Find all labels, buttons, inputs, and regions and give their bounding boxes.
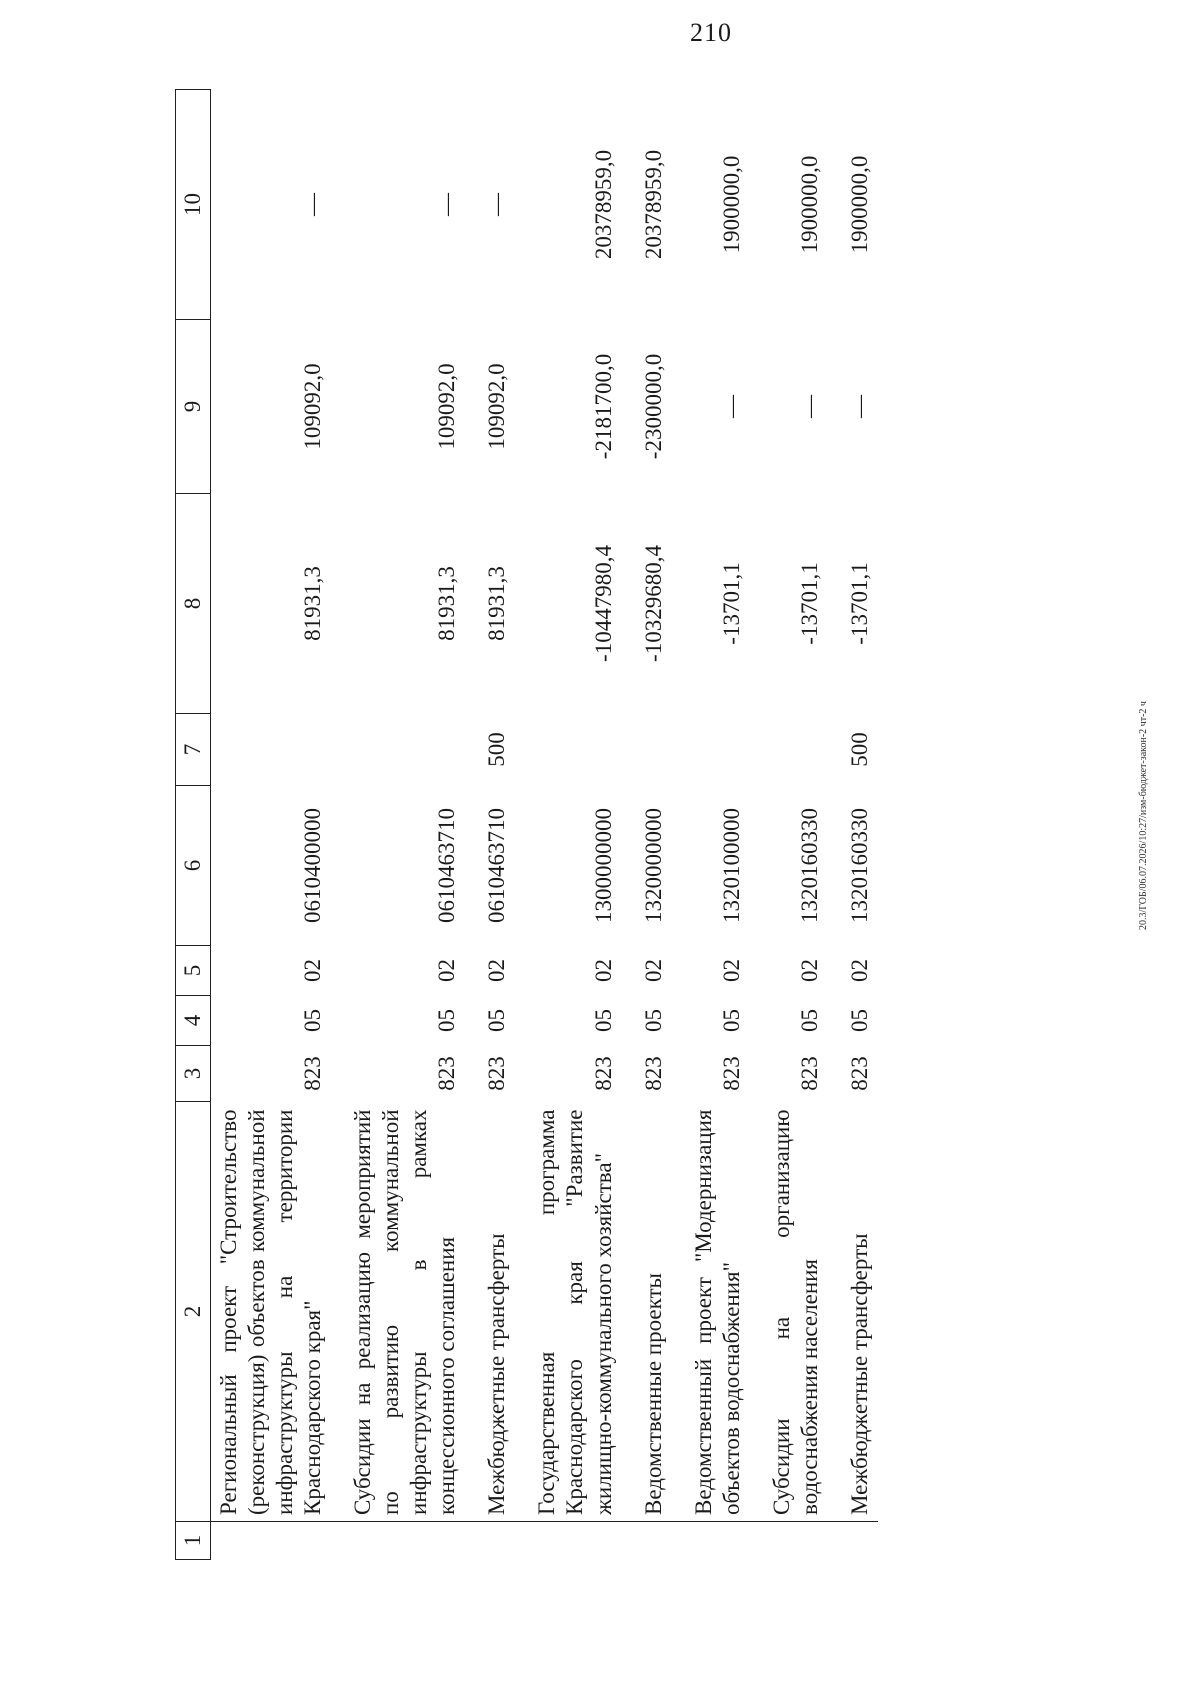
row-code-6: 0610400000 xyxy=(300,808,326,923)
column-header: 1 xyxy=(176,1522,211,1560)
table-row xyxy=(331,90,465,1560)
row-code-3: 823 xyxy=(846,1056,872,1091)
row-code-7 xyxy=(622,714,672,786)
row-index-cell xyxy=(750,1522,828,1560)
row-code-4: 05 xyxy=(846,1009,872,1032)
row-code-6: 1320100000 xyxy=(718,808,744,923)
table-row xyxy=(750,90,828,1560)
table-row xyxy=(211,90,332,1560)
row-value-9: 109092,0 xyxy=(484,363,510,450)
row-code-5: 02 xyxy=(718,959,744,982)
page-number: 210 xyxy=(690,18,732,47)
table-row xyxy=(672,90,750,1560)
table-header xyxy=(176,90,211,1560)
table-row xyxy=(828,90,878,1560)
row-value-8: 81931,3 xyxy=(300,566,326,641)
row-code-4: 05 xyxy=(718,1009,744,1032)
row-name: Межбюджетные трансферты xyxy=(484,1233,510,1515)
row-value-10: — xyxy=(434,193,460,216)
column-header: 8 xyxy=(176,494,211,714)
row-name: Межбюджетные трансферты xyxy=(846,1233,872,1515)
row-code-7 xyxy=(211,714,332,786)
row-code-4: 05 xyxy=(796,1009,822,1032)
row-value-8: -13701,1 xyxy=(718,562,744,645)
row-code-5: 02 xyxy=(434,959,460,982)
row-code-4: 05 xyxy=(640,1009,666,1032)
row-value-10: 1900000,0 xyxy=(718,155,744,254)
row-index-cell xyxy=(622,1522,672,1560)
row-value-10: — xyxy=(300,193,326,216)
column-header: 4 xyxy=(176,996,211,1046)
footer-note: 20.3/ГОБ/06.07.2026/10:27/изм-бюджет-закон-2 чт-2 ч xyxy=(1138,701,1149,930)
row-code-6: 1320160330 xyxy=(846,808,872,923)
row-code-3: 823 xyxy=(484,1056,510,1091)
row-code-3: 823 xyxy=(300,1056,326,1091)
row-name: Государственная программа Краснодарского края "Развитие жилищно-коммунального хозяйства" xyxy=(534,1109,616,1515)
row-code-7 xyxy=(672,714,750,786)
row-code-3: 823 xyxy=(796,1056,822,1091)
row-code-5: 02 xyxy=(590,959,616,982)
row-value-10: — xyxy=(484,193,510,216)
row-code-7: 500 xyxy=(484,732,510,767)
row-value-10: 1900000,0 xyxy=(796,155,822,254)
row-value-10: 20378959,0 xyxy=(640,149,666,260)
row-code-6: 1300000000 xyxy=(590,808,616,923)
row-name: Ведомственный проект "Модернизация объектов водоснабжения" xyxy=(690,1109,744,1515)
row-name: Субсидии на организацию водоснабжения населения xyxy=(768,1109,822,1515)
column-header: 2 xyxy=(176,1102,211,1522)
row-code-7 xyxy=(515,714,621,786)
row-code-3: 823 xyxy=(640,1056,666,1091)
row-code-4: 05 xyxy=(590,1009,616,1032)
row-code-6: 1320160330 xyxy=(796,808,822,923)
column-header: 9 xyxy=(176,320,211,494)
row-name: Региональный проект "Строительство (реконструкция) объектов коммунальной инфраструктуры на территории Краснодарского края" xyxy=(216,1109,326,1515)
row-value-9: 109092,0 xyxy=(434,363,460,450)
row-index-cell xyxy=(211,1522,332,1560)
row-code-6: 1320000000 xyxy=(640,808,666,923)
row-index-cell xyxy=(515,1522,621,1560)
row-index-cell xyxy=(331,1522,465,1560)
row-value-9: — xyxy=(796,395,822,418)
row-value-9: -2181700,0 xyxy=(590,353,616,460)
row-index-cell xyxy=(465,1522,515,1560)
row-value-8: 81931,3 xyxy=(434,566,460,641)
row-code-5: 02 xyxy=(846,959,872,982)
row-value-8: -13701,1 xyxy=(796,562,822,645)
row-value-9: — xyxy=(846,395,872,418)
row-code-3: 823 xyxy=(718,1056,744,1091)
row-code-5: 02 xyxy=(300,959,326,982)
row-index-cell xyxy=(828,1522,878,1560)
row-code-4: 05 xyxy=(434,1009,460,1032)
column-header: 3 xyxy=(176,1046,211,1102)
row-value-9: -2300000,0 xyxy=(640,353,666,460)
row-code-4: 05 xyxy=(300,1009,326,1032)
row-code-7 xyxy=(750,714,828,786)
row-code-7 xyxy=(331,714,465,786)
column-header: 5 xyxy=(176,946,211,996)
table-body xyxy=(211,90,878,1560)
row-code-5: 02 xyxy=(484,959,510,982)
table-row xyxy=(465,90,515,1560)
row-value-10: 1900000,0 xyxy=(846,155,872,254)
row-value-10: 20378959,0 xyxy=(590,149,616,260)
row-index-cell xyxy=(672,1522,750,1560)
row-code-5: 02 xyxy=(796,959,822,982)
row-code-6: 0610463710 xyxy=(484,808,510,923)
row-code-3: 823 xyxy=(434,1056,460,1091)
row-value-8: -10329680,4 xyxy=(640,545,666,662)
row-code-5: 02 xyxy=(640,959,666,982)
row-name: Ведомственные проекты xyxy=(640,1273,666,1515)
row-code-4: 05 xyxy=(484,1009,510,1032)
column-header: 10 xyxy=(176,90,211,320)
budget-table xyxy=(175,89,878,1560)
column-header: 7 xyxy=(176,714,211,786)
table-row xyxy=(515,90,621,1560)
table-row xyxy=(622,90,672,1560)
row-name: Субсидии на реализацию мероприятий по развитию коммунальной инфраструктуры в рамках концессионного соглашения xyxy=(350,1109,460,1515)
row-value-9: 109092,0 xyxy=(300,363,326,450)
row-value-8: -13701,1 xyxy=(846,562,872,645)
row-value-8: -10447980,4 xyxy=(590,545,616,662)
budget-table-rotated xyxy=(175,90,1095,1560)
row-value-9: — xyxy=(718,395,744,418)
column-header: 6 xyxy=(176,786,211,946)
row-code-3: 823 xyxy=(590,1056,616,1091)
row-code-7: 500 xyxy=(846,732,872,767)
row-code-6: 0610463710 xyxy=(434,808,460,923)
row-value-8: 81931,3 xyxy=(484,566,510,641)
